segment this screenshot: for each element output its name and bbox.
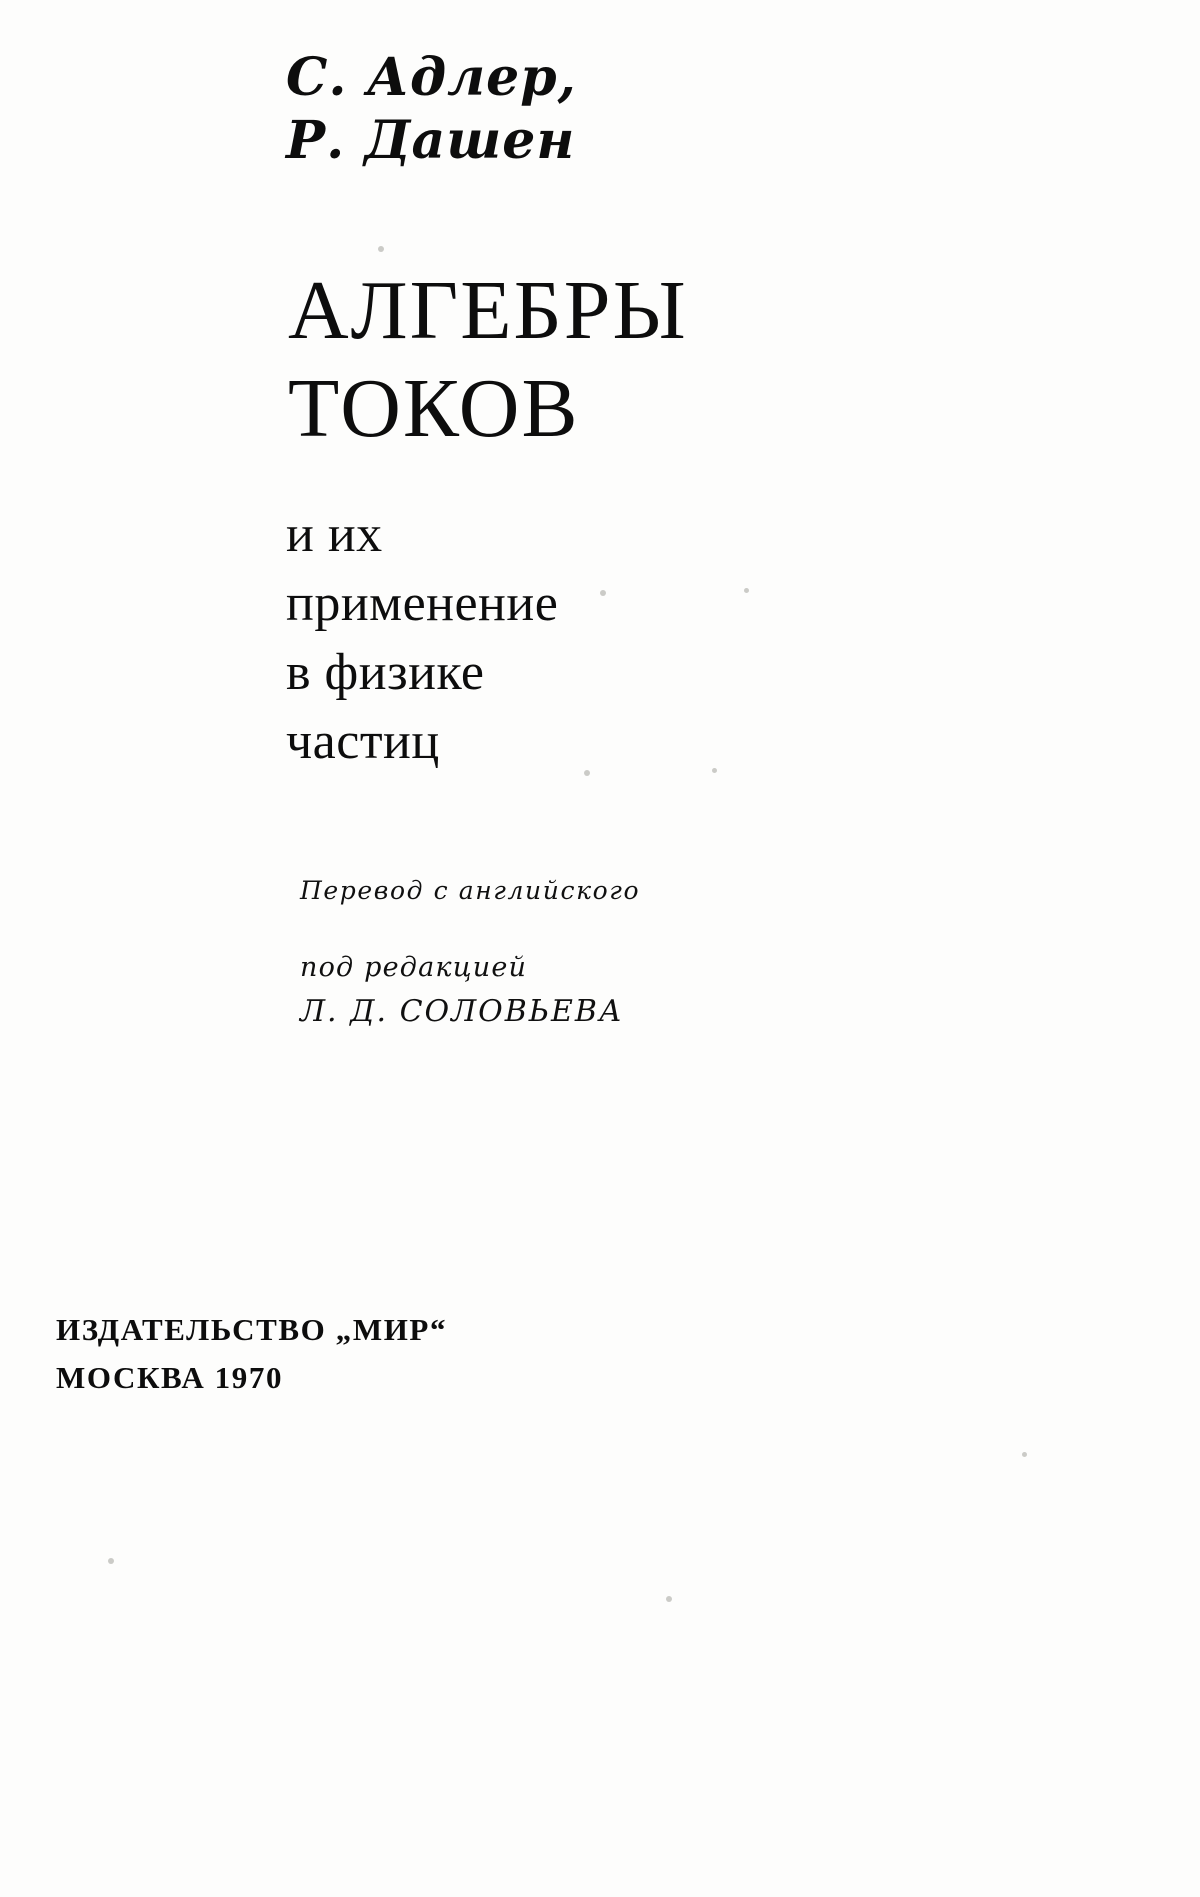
title-line-2: ТОКОВ: [288, 362, 580, 456]
editor-label: под редакцией: [300, 952, 528, 983]
title-line-1: АЛГЕБРЫ: [288, 264, 688, 357]
subtitle-line-3: в физике: [286, 644, 485, 702]
author-line-2: Р. Дашен: [286, 110, 576, 172]
scan-speck: [600, 590, 606, 596]
scan-speck: [584, 770, 590, 776]
page-subtitle: [286, 500, 558, 777]
authors-block: [286, 46, 577, 173]
scan-speck: [666, 1596, 672, 1602]
editor-name: Л. Д. СОЛОВЬЕВА: [300, 993, 624, 1029]
publisher-name: ИЗДАТЕЛЬСТВО „МИР“: [56, 1312, 448, 1347]
subtitle-line-4: частиц: [286, 713, 440, 771]
scan-speck: [1022, 1452, 1027, 1457]
subtitle-line-1: и их: [286, 506, 383, 563]
page-title: [288, 262, 688, 459]
translation-note: Перевод с английского: [300, 876, 641, 905]
scan-speck: [744, 588, 749, 593]
scan-speck: [108, 1558, 114, 1564]
scan-speck: [378, 246, 384, 252]
subtitle-line-2: применение: [286, 575, 559, 633]
scan-speck: [712, 768, 717, 773]
imprint-block: [56, 1306, 447, 1402]
author-line-1: С. Адлер,: [286, 47, 577, 108]
editor-block: [300, 948, 624, 1034]
city-year: МОСКВА 1970: [56, 1360, 284, 1396]
